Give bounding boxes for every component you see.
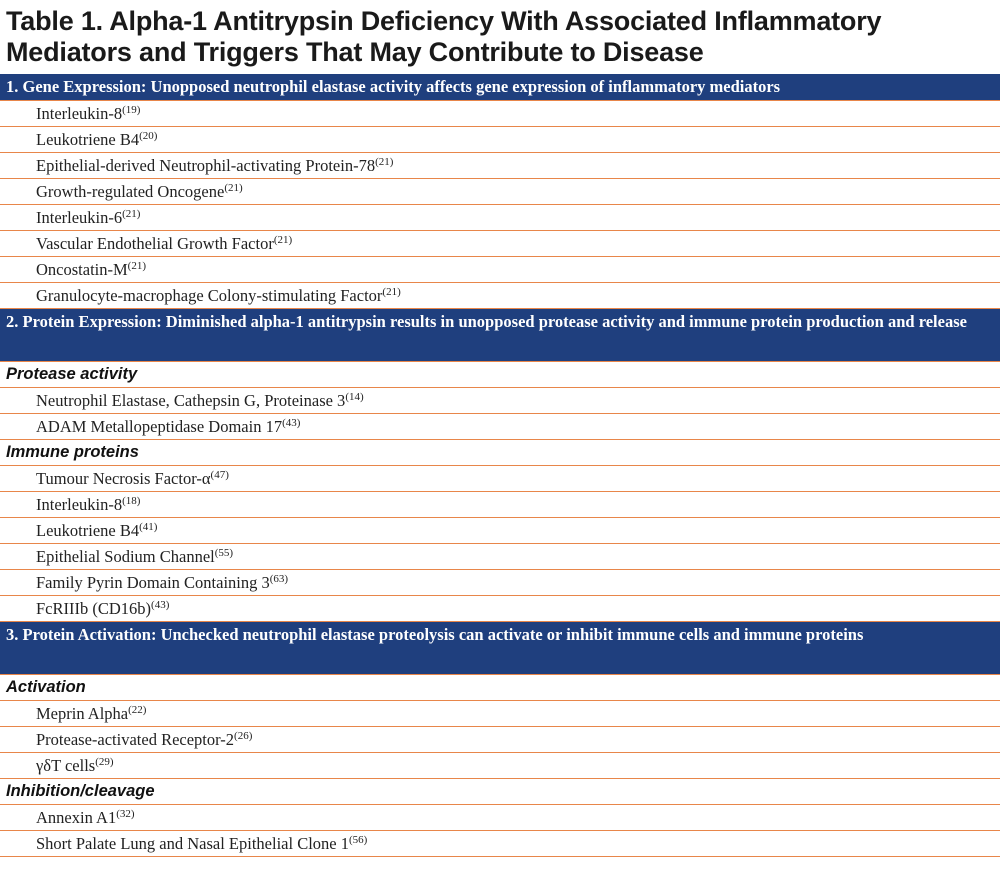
table-row: γδT cells$^{(29)}$ (0, 753, 1000, 779)
table-row: Neutrophil Elastase, Cathepsin G, Proteinase 3$^{(14)}$ (0, 388, 1000, 414)
table-row: Vascular Endothelial Growth Factor$^{(21)}$ (0, 231, 1000, 257)
table-row: Epithelial Sodium Channel$^{(55)}$ (0, 544, 1000, 570)
table-row: Interleukin-8$^{(19)}$ (0, 101, 1000, 127)
subgroup-label-inhibition-cleavage: Inhibition/cleavage (0, 779, 1000, 805)
table-row: Meprin Alpha$^{(22)}$ (0, 701, 1000, 727)
table-row: Granulocyte-macrophage Colony-stimulating Factor$^{(21)}$ (0, 283, 1000, 309)
mediators-table (0, 74, 1000, 857)
table-row: Family Pyrin Domain Containing 3$^{(63)}$ (0, 570, 1000, 596)
table-title: Table 1. Alpha-1 Antitrypsin Deficiency With Associated Inflammatory Mediators and Triggers That May Contribute to Disease (6, 6, 882, 67)
table-row: ADAM Metallopeptidase Domain 17$^{(43)}$ (0, 414, 1000, 440)
subgroup-label-immune-proteins: Immune proteins (0, 440, 1000, 466)
table-row: Leukotriene B4$^{(41)}$ (0, 518, 1000, 544)
table-row: Short Palate Lung and Nasal Epithelial Clone 1$^{(56)}$ (0, 831, 1000, 857)
table-row: Interleukin-8$^{(18)}$ (0, 492, 1000, 518)
section-header-protein-expression: 2. Protein Expression: Diminished alpha-1 antitrypsin results in unopposed protease activity and immune protein production and release (0, 309, 1000, 362)
section-header-protein-activation: 3. Protein Activation: Unchecked neutrophil elastase proteolysis can activate or inhibit immune cells and immune proteins (0, 622, 1000, 675)
table-row: Epithelial-derived Neutrophil-activating Protein-78$^{(21)}$ (0, 153, 1000, 179)
table-row: Tumour Necrosis Factor-$\alpha^{(47)}$ (0, 466, 1000, 492)
section-header-gene-expression: 1. Gene Expression: Unopposed neutrophil elastase activity affects gene expression of inflammatory mediators (0, 74, 1000, 101)
table-row: Oncostatin-$M^{(21)}$ (0, 257, 1000, 283)
subgroup-label-protease-activity: Protease activity (0, 362, 1000, 388)
table-row: FcRIIIb $(CD16b)^{(43)}$ (0, 596, 1000, 622)
table-row: Protease-activated Receptor-2$^{(26)}$ (0, 727, 1000, 753)
subgroup-label-activation: Activation (0, 675, 1000, 701)
table-row: Growth-regulated Oncogene$^{(21)}$ (0, 179, 1000, 205)
table-row: Leukotriene B4$^{(20)}$ (0, 127, 1000, 153)
table-row: Interleukin-6$^{(21)}$ (0, 205, 1000, 231)
table-row: Annexin A1$^{(32)}$ (0, 805, 1000, 831)
